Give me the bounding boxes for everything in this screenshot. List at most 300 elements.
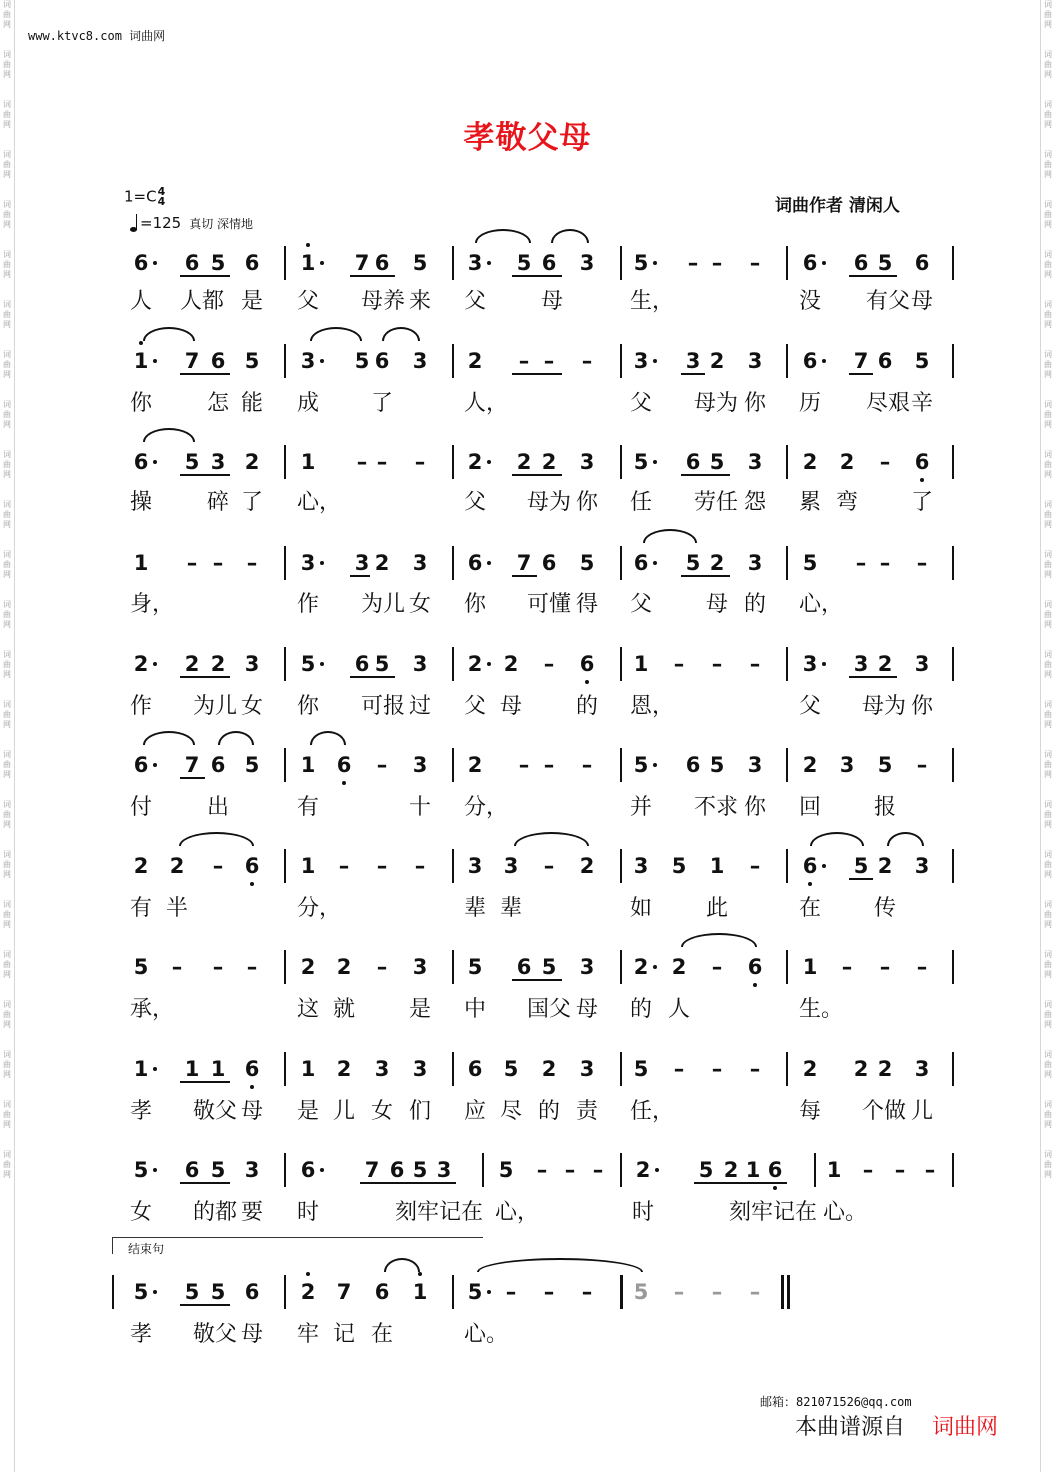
hold-dash: – bbox=[581, 349, 593, 373]
lyric: 父 bbox=[297, 289, 320, 314]
lyric: 你 bbox=[911, 694, 934, 719]
note: 6 bbox=[244, 251, 260, 275]
note: 5 bbox=[133, 1280, 149, 1304]
key-label: 1=C bbox=[124, 187, 157, 206]
note: 3 bbox=[747, 551, 763, 575]
note: 2 bbox=[503, 652, 519, 676]
note: 6 bbox=[300, 1158, 316, 1182]
note: 5 bbox=[633, 450, 649, 474]
note: 6 bbox=[374, 1280, 390, 1304]
hold-dash: – bbox=[687, 251, 699, 275]
note: 2 bbox=[467, 753, 483, 777]
slur bbox=[143, 731, 195, 745]
note: 3 bbox=[300, 551, 316, 575]
note: 1 bbox=[826, 1158, 842, 1182]
note: 5 bbox=[210, 251, 226, 275]
bar-line bbox=[452, 1275, 454, 1309]
note: 2 bbox=[300, 955, 316, 979]
note: 2 bbox=[336, 955, 352, 979]
duration-dot bbox=[153, 261, 157, 265]
eighth-underline bbox=[180, 1304, 230, 1306]
lyric: 时 bbox=[632, 1200, 655, 1225]
bar-line bbox=[284, 246, 286, 280]
hold-dash: – bbox=[246, 955, 258, 979]
hold-dash: – bbox=[749, 1057, 761, 1081]
bar-line bbox=[620, 1052, 622, 1086]
lyric: 可懂 bbox=[527, 592, 572, 617]
duration-dot bbox=[320, 561, 324, 565]
duration-dot bbox=[653, 460, 657, 464]
bar-line bbox=[284, 1052, 286, 1086]
note: 3 bbox=[210, 450, 226, 474]
octave-dot-low bbox=[342, 781, 346, 785]
note: 7 bbox=[336, 1280, 352, 1304]
note: 5 bbox=[467, 955, 483, 979]
composer-credit: 词曲作者 清闲人 bbox=[775, 196, 900, 216]
note: 5 bbox=[633, 1280, 649, 1304]
note: 2 bbox=[516, 450, 532, 474]
note: 2 bbox=[133, 652, 149, 676]
lyric: 刻牢记在 bbox=[395, 1200, 484, 1225]
lyric: 操 bbox=[130, 490, 153, 515]
lyric: 母 bbox=[911, 289, 934, 314]
duration-dot bbox=[153, 763, 157, 767]
note: 5 bbox=[210, 1280, 226, 1304]
note: 3 bbox=[503, 854, 519, 878]
note: 6 bbox=[467, 1057, 483, 1081]
duration-dot bbox=[320, 1168, 324, 1172]
note: 3 bbox=[685, 349, 701, 373]
hold-dash: – bbox=[924, 1158, 936, 1182]
bar-line bbox=[952, 246, 954, 280]
bar-line bbox=[452, 849, 454, 883]
note: 6 bbox=[210, 753, 226, 777]
eighth-underline bbox=[350, 676, 395, 678]
lyric: 母养 bbox=[361, 289, 406, 314]
lyric: 付 bbox=[130, 795, 153, 820]
bar-line bbox=[452, 246, 454, 280]
octave-dot-low bbox=[808, 882, 812, 886]
lyric: 为儿 bbox=[361, 592, 406, 617]
lyric: 劳任 bbox=[694, 490, 739, 515]
note: 5 bbox=[300, 652, 316, 676]
tempo-value: =125 bbox=[140, 214, 182, 232]
hold-dash: – bbox=[879, 955, 891, 979]
note: 3 bbox=[914, 652, 930, 676]
bar-line bbox=[620, 1275, 623, 1309]
lyric: 传 bbox=[874, 896, 897, 921]
octave-dot-high bbox=[306, 1272, 310, 1276]
lyric: 成 bbox=[297, 391, 320, 416]
lyric: 父 bbox=[630, 391, 653, 416]
lyric: 是 bbox=[409, 997, 432, 1022]
bar-line bbox=[786, 748, 788, 782]
slur bbox=[384, 1258, 420, 1272]
duration-dot bbox=[487, 261, 491, 265]
lyric: 就 bbox=[333, 997, 356, 1022]
hold-dash: – bbox=[711, 1057, 723, 1081]
hold-dash: – bbox=[879, 450, 891, 474]
lyric: 恩， bbox=[630, 694, 675, 719]
lyric: 刻牢记在 bbox=[729, 1200, 818, 1225]
eighth-underline bbox=[350, 575, 370, 577]
lyric: 尽 bbox=[500, 1099, 523, 1124]
lyric: 心， bbox=[495, 1200, 540, 1225]
lyric: 中 bbox=[464, 997, 487, 1022]
lyric: 身， bbox=[130, 592, 175, 617]
note: 3 bbox=[579, 251, 595, 275]
hold-dash: – bbox=[894, 1158, 906, 1182]
slur bbox=[810, 832, 864, 846]
note: 5 bbox=[184, 1280, 200, 1304]
hold-dash: – bbox=[543, 652, 555, 676]
lyric: 了 bbox=[371, 391, 394, 416]
note: 2 bbox=[336, 1057, 352, 1081]
bar-line bbox=[786, 647, 788, 681]
final-barline bbox=[787, 1275, 790, 1309]
margin-line-left bbox=[14, 0, 15, 1472]
note: 6 bbox=[184, 1158, 200, 1182]
note: 2 bbox=[541, 450, 557, 474]
bar-line bbox=[284, 546, 286, 580]
lyric: 在 bbox=[799, 896, 822, 921]
duration-dot bbox=[653, 561, 657, 565]
side-watermark-text: 词 曲 网 词 曲 网 词 曲 网 词 曲 网 词 曲 网 词 曲 网 词 曲 网 词 曲 网 词 曲 网 词 曲 网 词 曲 网 词 曲 网 词 曲 网 词 曲 网 词 曲 网 词 曲 网 词 曲 网 词 曲 网 词 曲 网 词 曲 网 词 曲 网 词 曲 网 词 曲 网 词 曲 网 bbox=[3, 0, 11, 1179]
lyric: 是 bbox=[241, 289, 264, 314]
bar-line bbox=[452, 546, 454, 580]
note: 6 bbox=[374, 251, 390, 275]
note: 1 bbox=[709, 854, 725, 878]
eighth-underline bbox=[512, 275, 562, 277]
lyric: 过 bbox=[409, 694, 432, 719]
ending-label: 结束句 bbox=[128, 1242, 165, 1256]
lyric: 历 bbox=[799, 391, 822, 416]
lyric: 你 bbox=[744, 391, 767, 416]
hold-dash: – bbox=[414, 854, 426, 878]
bar-line bbox=[952, 1153, 954, 1187]
duration-dot bbox=[487, 662, 491, 666]
note: 5 bbox=[354, 349, 370, 373]
lyric: 国父 bbox=[527, 997, 572, 1022]
note: 6 bbox=[210, 349, 226, 373]
hold-dash: – bbox=[518, 349, 530, 373]
duration-dot bbox=[487, 561, 491, 565]
lyric: 生， bbox=[630, 289, 675, 314]
note: 5 bbox=[467, 1280, 483, 1304]
hold-dash: – bbox=[879, 551, 891, 575]
note: 2 bbox=[853, 1057, 869, 1081]
lyric: 有 bbox=[297, 795, 320, 820]
duration-dot bbox=[822, 261, 826, 265]
lyric: 你 bbox=[576, 490, 599, 515]
bar-line bbox=[482, 1153, 484, 1187]
lyric: 父 bbox=[464, 490, 487, 515]
bar-line bbox=[620, 748, 622, 782]
note: 6 bbox=[747, 955, 763, 979]
duration-dot bbox=[153, 662, 157, 666]
hold-dash: – bbox=[581, 753, 593, 777]
lyric: 怨 bbox=[744, 490, 767, 515]
slur bbox=[681, 933, 757, 947]
note: 6 bbox=[685, 753, 701, 777]
lyric: 这 bbox=[297, 997, 320, 1022]
note: 6 bbox=[516, 955, 532, 979]
duration-dot bbox=[153, 1168, 157, 1172]
hold-dash: – bbox=[841, 955, 853, 979]
eighth-underline bbox=[180, 777, 205, 779]
note: 5 bbox=[503, 1057, 519, 1081]
lyric: 如 bbox=[630, 896, 653, 921]
lyric: 回 bbox=[799, 795, 822, 820]
note: 5 bbox=[877, 753, 893, 777]
lyric: 报 bbox=[874, 795, 897, 820]
eighth-underline bbox=[849, 878, 873, 880]
note: 5 bbox=[541, 955, 557, 979]
lyric: 心。 bbox=[823, 1200, 868, 1225]
hold-dash: – bbox=[212, 955, 224, 979]
footer-brand: 词曲网 bbox=[932, 1415, 999, 1440]
bar-line bbox=[452, 647, 454, 681]
note: 2 bbox=[467, 349, 483, 373]
lyric: 心。 bbox=[464, 1322, 509, 1347]
note: 2 bbox=[709, 349, 725, 373]
bar-line bbox=[620, 849, 622, 883]
octave-dot-low bbox=[250, 882, 254, 886]
bar-line bbox=[620, 445, 622, 479]
hold-dash: – bbox=[376, 854, 388, 878]
note: 1 bbox=[300, 854, 316, 878]
bar-line bbox=[786, 849, 788, 883]
note: 1 bbox=[300, 753, 316, 777]
lyric: 母为 bbox=[862, 694, 907, 719]
slur bbox=[179, 832, 254, 846]
lyric: 辈 bbox=[464, 896, 487, 921]
octave-dot-low bbox=[773, 1186, 777, 1190]
bar-line bbox=[952, 1052, 954, 1086]
lyric: 你 bbox=[744, 795, 767, 820]
bar-line bbox=[786, 246, 788, 280]
lyric: 心， bbox=[297, 490, 342, 515]
eighth-underline bbox=[849, 676, 897, 678]
note: 5 bbox=[516, 251, 532, 275]
bar-line bbox=[452, 445, 454, 479]
duration-dot bbox=[153, 1290, 157, 1294]
bar-line bbox=[452, 344, 454, 378]
note: 6 bbox=[244, 1280, 260, 1304]
note: 5 bbox=[685, 551, 701, 575]
bar-line bbox=[620, 950, 622, 984]
lyric: 母 bbox=[541, 289, 564, 314]
slur bbox=[477, 1258, 643, 1272]
side-watermark-left bbox=[0, 0, 14, 1472]
lyric: 半 bbox=[166, 896, 189, 921]
note: 5 bbox=[633, 251, 649, 275]
bar-line bbox=[284, 1275, 286, 1309]
bar-line bbox=[620, 246, 622, 280]
note: 7 bbox=[184, 753, 200, 777]
note: 6 bbox=[354, 652, 370, 676]
margin-line-right bbox=[1040, 0, 1041, 1472]
lyric: 的都 bbox=[193, 1200, 238, 1225]
lyric: 不求 bbox=[694, 795, 739, 820]
eighth-underline bbox=[512, 373, 562, 375]
note: 3 bbox=[633, 349, 649, 373]
bar-line bbox=[786, 344, 788, 378]
note: 3 bbox=[412, 955, 428, 979]
note: 5 bbox=[709, 753, 725, 777]
octave-dot-low bbox=[250, 1085, 254, 1089]
duration-dot bbox=[822, 359, 826, 363]
lyric: 你 bbox=[130, 391, 153, 416]
bar-line bbox=[284, 445, 286, 479]
note: 3 bbox=[467, 854, 483, 878]
note: 7 bbox=[364, 1158, 380, 1182]
lyric: 能 bbox=[241, 391, 264, 416]
lyric: 母为 bbox=[527, 490, 572, 515]
note: 6 bbox=[133, 450, 149, 474]
note: 3 bbox=[839, 753, 855, 777]
note: 3 bbox=[914, 1057, 930, 1081]
eighth-underline bbox=[180, 373, 230, 375]
octave-dot-high bbox=[418, 1272, 422, 1276]
note: 6 bbox=[633, 551, 649, 575]
duration-dot bbox=[822, 864, 826, 868]
note: 5 bbox=[133, 1158, 149, 1182]
hold-dash: – bbox=[564, 1158, 576, 1182]
lyric: 有 bbox=[130, 896, 153, 921]
hold-dash: – bbox=[171, 955, 183, 979]
lyric: 责 bbox=[576, 1099, 599, 1124]
octave-dot-high bbox=[139, 341, 143, 345]
hold-dash: – bbox=[749, 251, 761, 275]
note: 5 bbox=[133, 955, 149, 979]
note: 3 bbox=[436, 1158, 452, 1182]
note: 6 bbox=[133, 251, 149, 275]
note: 7 bbox=[184, 349, 200, 373]
note: 3 bbox=[633, 854, 649, 878]
hold-dash: – bbox=[711, 251, 723, 275]
note: 5 bbox=[579, 551, 595, 575]
bar-line bbox=[284, 344, 286, 378]
note: 1 bbox=[133, 1057, 149, 1081]
hold-dash: – bbox=[855, 551, 867, 575]
note: 7 bbox=[354, 251, 370, 275]
hold-dash: – bbox=[212, 551, 224, 575]
note: 3 bbox=[374, 1057, 390, 1081]
note: 5 bbox=[877, 251, 893, 275]
hold-dash: – bbox=[338, 854, 350, 878]
eighth-underline bbox=[350, 275, 395, 277]
footer-email: 邮箱：821071526@qq.com bbox=[760, 1395, 912, 1409]
lyric: 女 bbox=[241, 694, 264, 719]
octave-dot-low bbox=[585, 680, 589, 684]
note: 3 bbox=[412, 753, 428, 777]
eighth-underline bbox=[512, 575, 537, 577]
note: 2 bbox=[467, 652, 483, 676]
bar-line bbox=[284, 1153, 286, 1187]
note: 5 bbox=[412, 251, 428, 275]
note: 6 bbox=[389, 1158, 405, 1182]
eighth-underline bbox=[180, 1182, 230, 1184]
eighth-underline bbox=[681, 373, 705, 375]
lyric: 来 bbox=[409, 289, 432, 314]
bar-line bbox=[452, 950, 454, 984]
lyric: 弯 bbox=[836, 490, 859, 515]
note: 6 bbox=[541, 251, 557, 275]
lyric: 可报 bbox=[361, 694, 406, 719]
bar-line bbox=[952, 546, 954, 580]
note: 6 bbox=[184, 251, 200, 275]
note: 1 bbox=[184, 1057, 200, 1081]
note: 2 bbox=[133, 854, 149, 878]
hold-dash: – bbox=[749, 854, 761, 878]
note: 3 bbox=[412, 349, 428, 373]
lyric: 的 bbox=[576, 694, 599, 719]
hold-dash: – bbox=[711, 1280, 723, 1304]
time-signature bbox=[158, 187, 166, 207]
lyric: 孝 bbox=[130, 1099, 153, 1124]
note: 3 bbox=[244, 652, 260, 676]
lyric: 孝 bbox=[130, 1322, 153, 1347]
lyric: 作 bbox=[297, 592, 320, 617]
duration-dot bbox=[153, 460, 157, 464]
note: 6 bbox=[374, 349, 390, 373]
note: 2 bbox=[541, 1057, 557, 1081]
hold-dash: – bbox=[592, 1158, 604, 1182]
hold-dash: – bbox=[414, 450, 426, 474]
lyric: 人 bbox=[668, 997, 691, 1022]
hold-dash: – bbox=[518, 753, 530, 777]
lyric: 在 bbox=[371, 1322, 394, 1347]
lyric: 的 bbox=[630, 997, 653, 1022]
lyric: 为儿 bbox=[193, 694, 238, 719]
eighth-underline bbox=[180, 1081, 230, 1083]
bar-line bbox=[284, 849, 286, 883]
key-signature bbox=[124, 187, 165, 207]
lyric: 尽艰 bbox=[866, 391, 911, 416]
hold-dash: – bbox=[186, 551, 198, 575]
slur bbox=[218, 731, 254, 745]
slur bbox=[475, 229, 531, 243]
lyric: 承， bbox=[130, 997, 175, 1022]
eighth-underline bbox=[360, 1182, 456, 1184]
note: 5 bbox=[853, 854, 869, 878]
slur bbox=[643, 529, 697, 543]
note: 3 bbox=[412, 1057, 428, 1081]
bar-line bbox=[952, 748, 954, 782]
hold-dash: – bbox=[711, 955, 723, 979]
bar-line bbox=[284, 647, 286, 681]
note: 3 bbox=[747, 450, 763, 474]
note: 6 bbox=[244, 1057, 260, 1081]
lyric: 父 bbox=[630, 592, 653, 617]
bar-line bbox=[814, 1153, 816, 1187]
bar-line bbox=[786, 445, 788, 479]
note: 7 bbox=[516, 551, 532, 575]
slur bbox=[382, 327, 420, 341]
footer-source: 本曲谱源自 bbox=[795, 1415, 906, 1440]
note: 1 bbox=[300, 450, 316, 474]
lyric: 每 bbox=[799, 1099, 822, 1124]
octave-dot-high bbox=[306, 243, 310, 247]
hold-dash: – bbox=[673, 1280, 685, 1304]
duration-dot bbox=[653, 261, 657, 265]
note: 2 bbox=[210, 652, 226, 676]
note: 2 bbox=[877, 652, 893, 676]
lyric: 女 bbox=[130, 1200, 153, 1225]
note: 3 bbox=[579, 955, 595, 979]
lyric: 了 bbox=[241, 490, 264, 515]
